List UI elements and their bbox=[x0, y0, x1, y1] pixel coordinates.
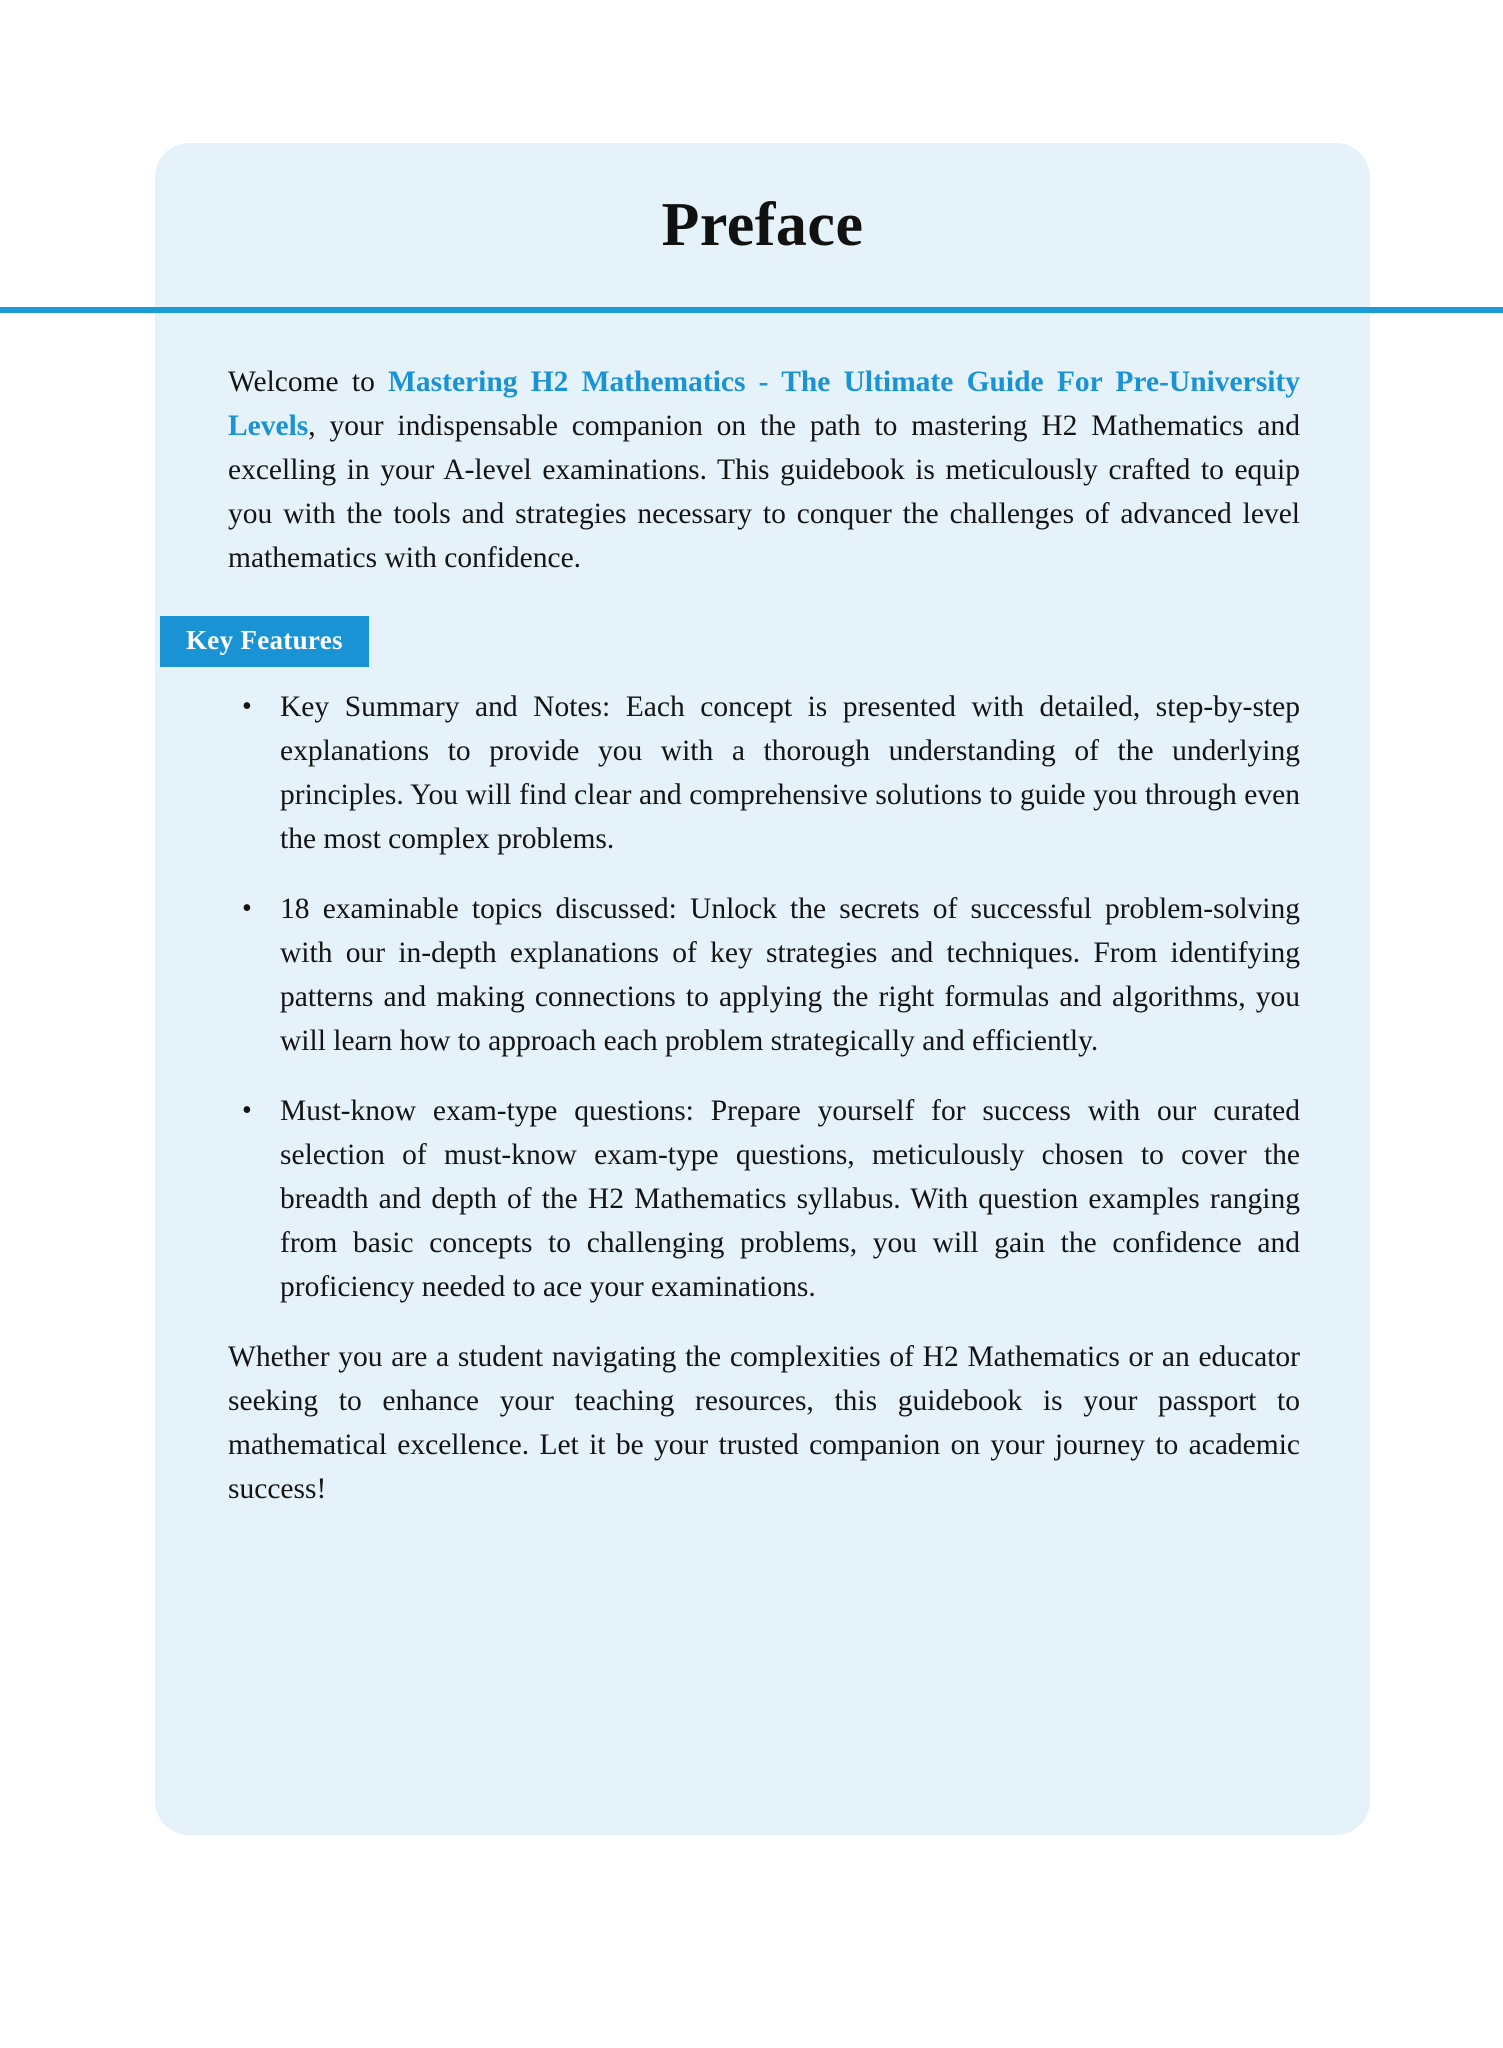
book-title-highlight: Mastering H2 Mathematics - The Ultimate Guide For Pre-University Levels bbox=[228, 366, 1300, 442]
bullet-icon: • bbox=[242, 691, 252, 722]
list-item bbox=[228, 887, 1300, 1063]
intro-lead: Welcome to bbox=[228, 366, 389, 398]
key-features-list bbox=[228, 685, 1300, 1309]
list-item-text: Key Summary and Notes: Each concept is presented with detailed, step-by-step explanations to provide you with a thorough understanding of the underlying principles. You will find clear and comprehensive solutions to guide you through even the most complex problems. bbox=[280, 691, 1300, 855]
list-item bbox=[228, 685, 1300, 861]
key-features-badge: Key Features bbox=[160, 616, 369, 667]
list-item-text: Must-know exam-type questions: Prepare yourself for success with our curated selection of must-know exam-type questions, meticulously chosen to cover the breadth and depth of the H2 Mathematics syllabus. With question examples ranging from basic concepts to challenging problems, you will gain the confidence and proficiency needed to ace your examinations. bbox=[280, 1095, 1300, 1303]
bullet-icon: • bbox=[242, 893, 252, 924]
intro-rest: , your indispensable companion on the path to mastering H2 Mathematics and excelling in your A-level examinations. This guidebook is meticulously crafted to equip you with the tools and strategies necessary to conquer the challenges of advanced level mathematics with confidence. bbox=[228, 410, 1300, 574]
closing-paragraph: Whether you are a student navigating the complexities of H2 Mathematics or an educator seeking to enhance your teaching resources, this guidebook is your passport to mathematical excellence. Let it be your trusted companion on your journey to academic success! bbox=[228, 1341, 1300, 1505]
intro-paragraph bbox=[228, 360, 1300, 580]
list-item bbox=[228, 1089, 1300, 1309]
title-divider bbox=[0, 307, 1503, 313]
preface-content bbox=[186, 360, 1300, 1511]
key-features-header bbox=[160, 616, 1300, 667]
bullet-icon: • bbox=[242, 1095, 252, 1126]
page-title: Preface bbox=[661, 191, 864, 259]
list-item-text: 18 examinable topics discussed: Unlock the secrets of successful problem-solving with our in-depth explanations of key strategies and techniques. From identifying patterns and making connections to applying the right formulas and algorithms, you will learn how to approach each problem strategically and efficiently. bbox=[280, 893, 1300, 1057]
